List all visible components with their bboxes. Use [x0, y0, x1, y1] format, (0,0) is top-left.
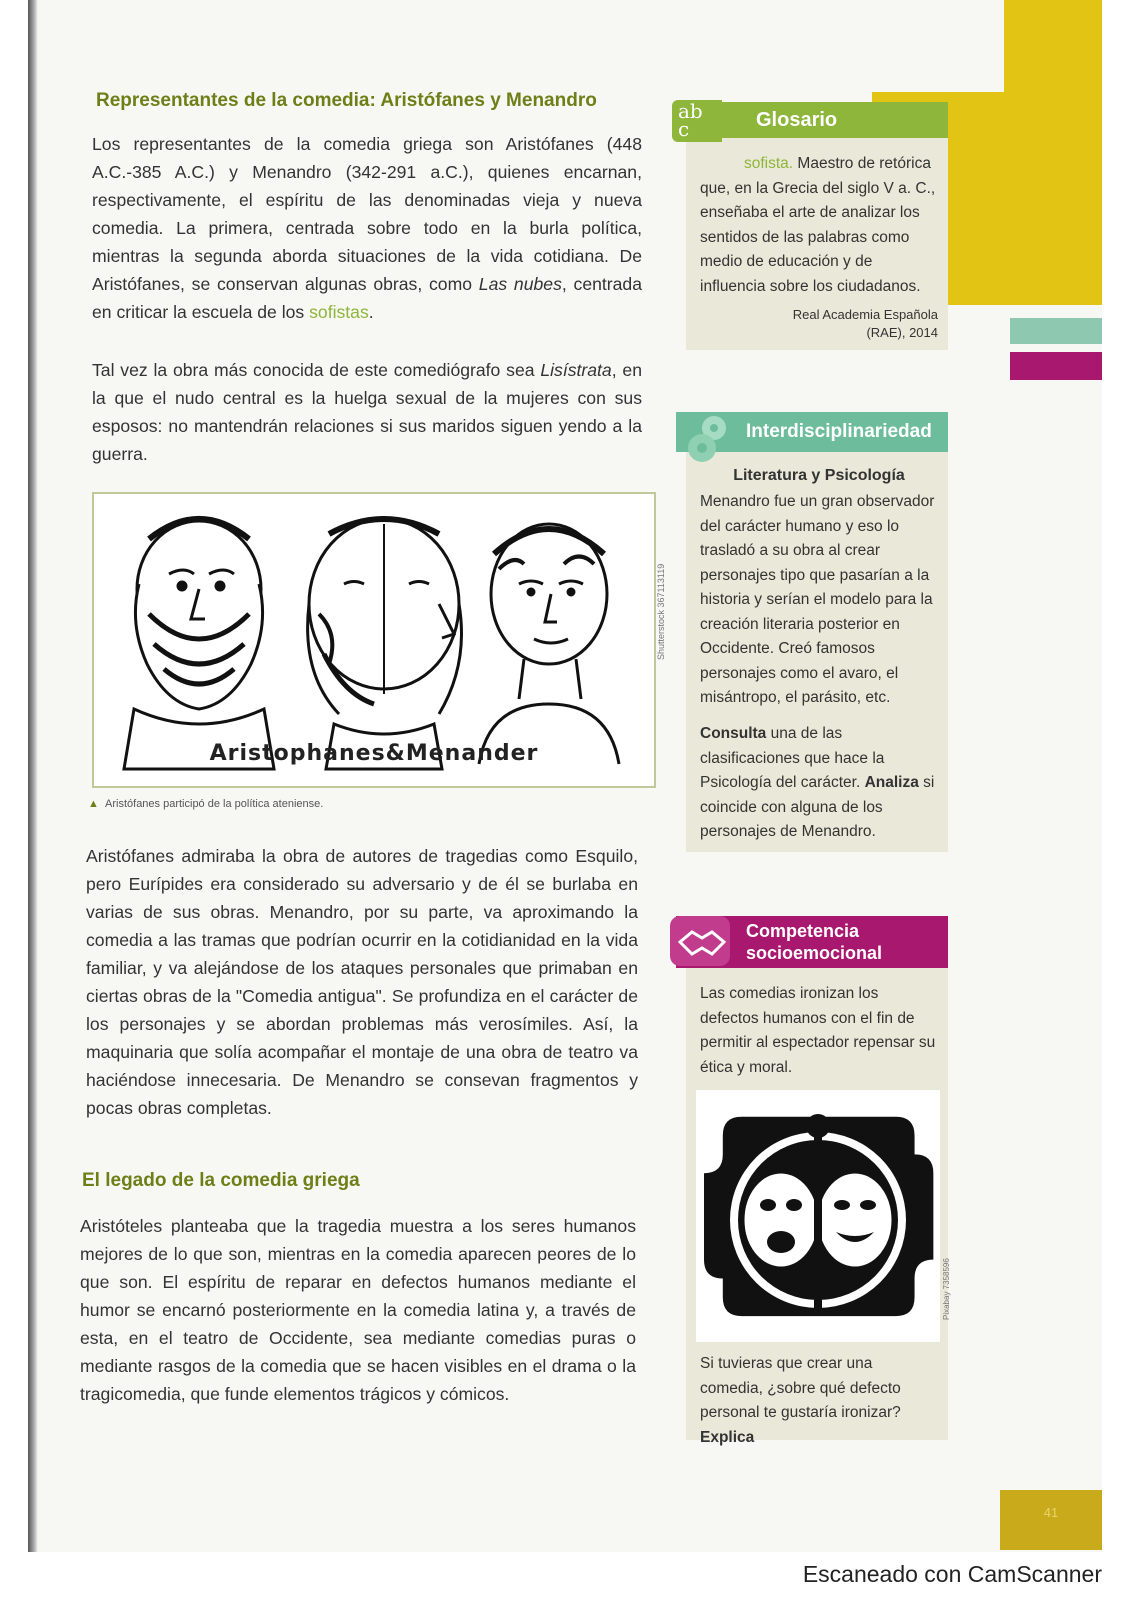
comedy-tragedy-masks-icon [696, 1090, 940, 1342]
competencia-title-line2: socioemocional [746, 943, 883, 963]
activity-verb-analiza: Analiza [864, 774, 919, 791]
paragraph-text: , centrada en criticar la escuela de los [92, 274, 642, 322]
handshake-icon [670, 912, 736, 970]
figure-caption-text: Aristófanes participó de la política ateniense. [105, 798, 324, 810]
camscanner-watermark: Escaneado con CamScanner [802, 1561, 1102, 1587]
illustration-label: Aristophanes&Menander [209, 741, 539, 766]
competencia-title-line1: Competencia [746, 921, 860, 941]
teal-tab-decoration [1010, 318, 1102, 344]
work-title-las-nubes: Las nubes [478, 274, 562, 294]
glosario-term: sofista. [744, 155, 794, 172]
competencia-question [700, 1352, 938, 1450]
paragraph-aristofanes-admiraba [86, 842, 638, 1122]
corner-notch [872, 0, 1004, 92]
paragraph-representantes [92, 130, 642, 326]
paragraph-legado [80, 1212, 636, 1408]
image-credit-pixabay: Pixabay 7358596 [942, 1258, 951, 1320]
paragraph-text: Aristófanes admiraba la obra de autores de tragedias como Esquilo, pero Eurípides era considerado su adversario y de él se burlaba en varias de sus obras. Menandro, por su parte, va aproximando la comedia a las tramas que podrían ocurrir en la cotidianidad en la vida familiar, y va alejándose de los ataques personales que primaban en ciertas obras de la "Comedia antigua". Se profundiza en el carácter de los personajes y se abordan problemas más verosímiles. Así, la maquinaria que solía acompañar el montaje de una obra de teatro va haciéndose innecesaria. De Menandro se consevan fragmentos y pocas obras completas. [86, 846, 638, 1118]
work-title-lisistrata: Lisístrata [540, 360, 612, 380]
paragraph-lisistrata [92, 356, 642, 468]
paragraph-text: Los representantes de la comedia griega son Aristófanes (448 A.C.-385 A.C.) y Menandro (342-291 a.C.), quienes encarnan, respectivamente, el espíritu de las denominadas vieja y nueva comedia. La primera, centrada sobre todo en la burla política, mientras la segunda aborda situaciones de la vida cotidiana. De Aristófanes, se conservan algunas obras, como [92, 134, 642, 294]
interdisciplinariedad-title: Interdisciplinariedad [676, 412, 948, 452]
theatre-masks-image [696, 1090, 940, 1342]
glosario-source: Real Academia Española (RAE), 2014 [792, 307, 938, 340]
interdisciplinariedad-subtitle: Literatura y Psicología [733, 467, 905, 484]
page-number: 41 [1043, 1505, 1059, 1520]
paragraph-text: Tal vez la obra más conocida de este comediógrafo sea [92, 360, 541, 380]
glosario-definition [700, 152, 938, 299]
interdisciplinary-gears-icon [680, 408, 738, 466]
question-verb-explica: Explica [700, 1428, 755, 1446]
competencia-text: Las comedias ironizan los defectos humanos con el fin de permitir al espectador repensar su ética y moral. [700, 985, 936, 1076]
triangle-bullet-icon: ▲ [88, 798, 99, 810]
figure-caption [88, 798, 323, 810]
interdisciplinariedad-text: Menandro fue un gran observador del carácter humano y eso lo trasladó a su obra al crear personajes tipo que pasarían a la historia y serían el modelo para la creación literaria posterior en Occidente. Creó famosos personajes como el avaro, el misántropo, el parásito, etc. [700, 493, 935, 706]
glossary-link-sofistas[interactable]: sofistas [309, 302, 369, 322]
section-heading-representantes: Representantes de la comedia: Aristófanes y Menandro [96, 90, 597, 111]
image-credit-shutterstock: Shutterstock 367113119 [656, 563, 666, 660]
activity-text: si coincide con alguna de los personajes de Menandro. [700, 774, 935, 840]
page-number-block [1000, 1490, 1102, 1550]
aristophanes-menander-illustration [92, 492, 656, 788]
interdisciplinariedad-activity [700, 722, 938, 845]
abc-icon: ab c [678, 99, 703, 141]
section-heading-legado: El legado de la comedia griega [82, 1170, 360, 1191]
glosario-definition-text: Maestro de retórica que, en la Grecia del siglo V a. C., enseñaba el arte de analizar los sentidos de las palabras como medio de educación y de influencia sobre los ciudadanos. [700, 155, 936, 295]
paragraph-text: Aristóteles planteaba que la tragedia muestra a los seres humanos mejores de lo que son, mientras en la comedia aparecen peores de lo que son. El espíritu de reparar en defectos humanos mediante el humor se encarnó posteriormente en la comedia latina y, a través de esta, en el teatro de Occidente, sea mediante comedias puras o mediante rasgos de la comedia que se hacen visibles en el drama o la tragicomedia, que funde elementos trágicos y cómicos. [80, 1216, 636, 1404]
paragraph-text: . [368, 302, 374, 322]
activity-text: una de las clasificaciones que hace la Psicología del carácter. [700, 725, 885, 791]
activity-verb-consulta: Consulta [700, 725, 767, 742]
page-spine-shadow [28, 0, 38, 1552]
question-text: Si tuvieras que crear una comedia, ¿sobre qué defecto personal te gustaría ironizar? [700, 1355, 901, 1421]
glosario-title: Glosario [720, 102, 948, 138]
paragraph-text: , en la que el nudo central es la huelga sexual de la mujeres con sus esposos: no mantendrán relaciones si sus maridos siguen yendo a la guerra. [92, 360, 642, 464]
magenta-tab-decoration [1010, 352, 1102, 380]
